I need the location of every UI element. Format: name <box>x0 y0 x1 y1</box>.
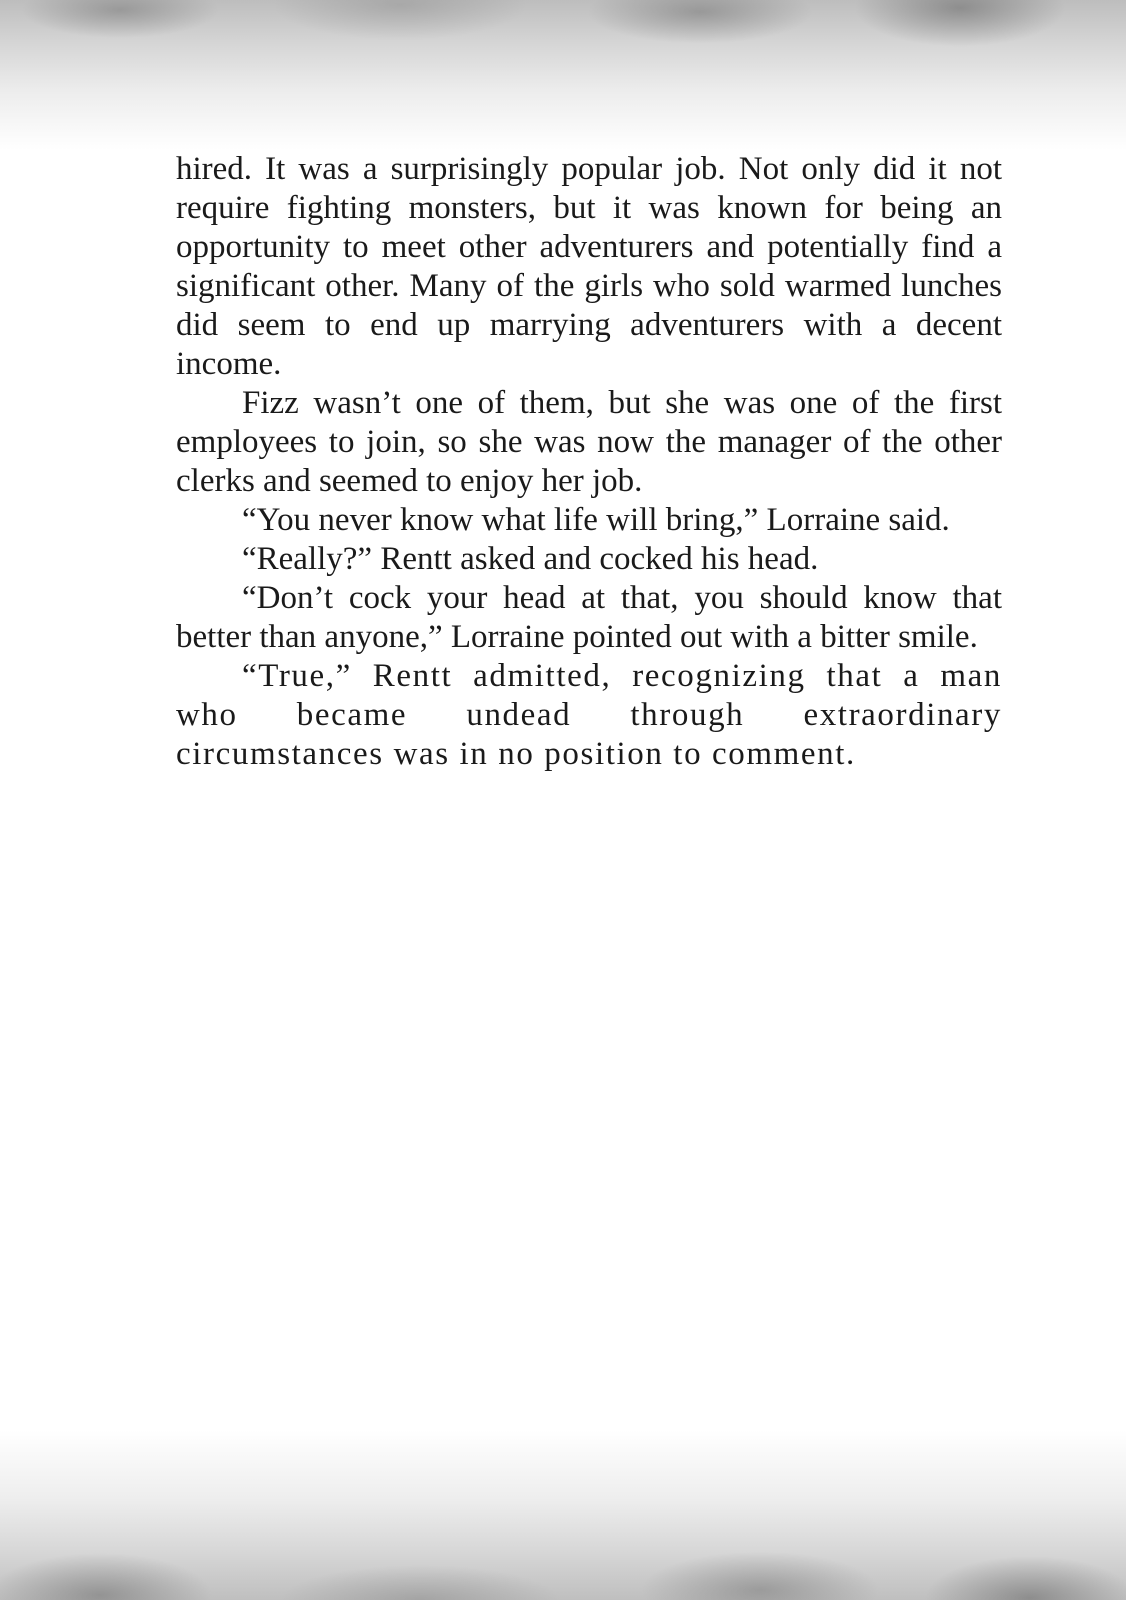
page-texture-bottom <box>0 1430 1126 1600</box>
page-texture-top <box>0 0 1126 150</box>
paragraph-3: “You never know what life will bring,” Lorraine said. <box>242 502 950 538</box>
paragraph-1: hired. It was a surprisingly popular job. Not only did it not require fighting monsters, but it was known for being an opportunity to meet other adventurers and potentially find a significant other. Many of the girls who sold warmed lunches did seem to end up marrying adventurers with a decent income. <box>176 151 1002 382</box>
paragraph-6: “True,” Rentt admitted, recognizing that a man who became undead through extraordinary circumstances was in no position to comment. <box>176 658 1002 772</box>
paragraph-5: “Don’t cock your head at that, you should know that better than anyone,” Lorraine pointed out with a bitter smile. <box>176 580 1002 655</box>
page-body-text <box>176 150 1002 774</box>
paragraph-4: “Really?” Rentt asked and cocked his head. <box>242 541 819 577</box>
paragraph-2: Fizz wasn’t one of them, but she was one of the first employees to join, so she was now the manager of the other clerks and seemed to enjoy her job. <box>176 385 1002 499</box>
